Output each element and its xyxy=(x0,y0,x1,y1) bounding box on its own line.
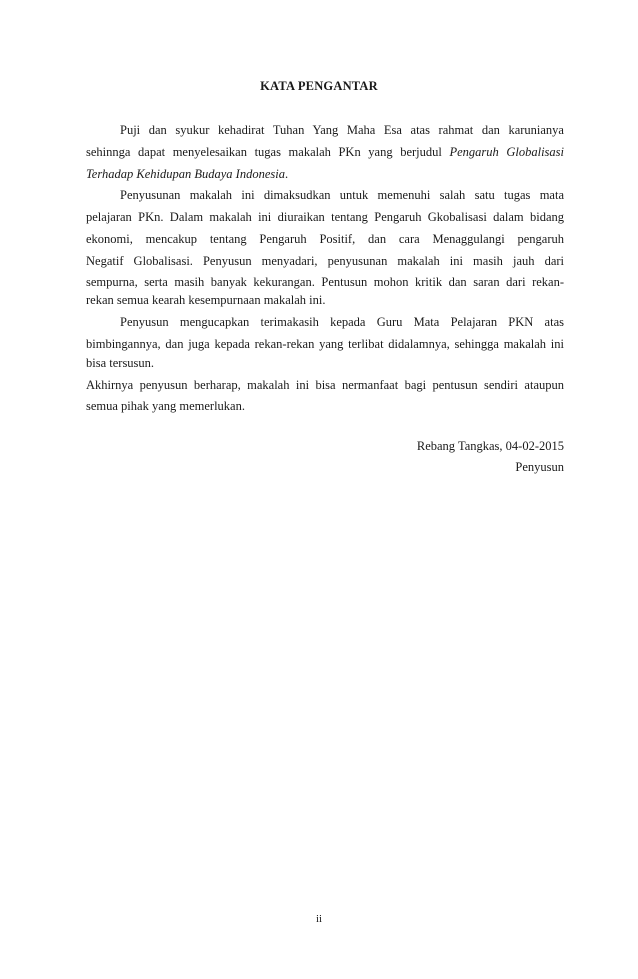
paragraph-line xyxy=(86,144,564,160)
paragraph-line: Penyusun mengucapkan terimakasih kepada Guru Mata Pelajaran PKN atas xyxy=(120,315,564,329)
paragraph-line: Negatif Globalisasi. Penyusun menyadari, penyusunan makalah ini masih jauh dari xyxy=(86,254,564,268)
paragraph-line: Puji dan syukur kehadirat Tuhan Yang Maha Esa atas rahmat dan karunianya xyxy=(120,123,564,137)
paragraph-line: sempurna, serta masih banyak kekurangan. Pentusun mohon kritik dan saran dari rekan- xyxy=(86,275,564,289)
paragraph-line xyxy=(86,166,564,182)
paragraph-line: bimbingannya, dan juga kepada rekan-rekan yang terlibat didalamnya, sehingga makalah ini xyxy=(86,337,564,351)
text-span: . xyxy=(284,167,289,181)
paragraph-line: Penyusunan makalah ini dimaksudkan untuk memenuhi salah satu tugas mata xyxy=(120,188,564,202)
paragraph-line: rekan semua kearah kesempurnaan makalah ini. xyxy=(86,293,326,307)
italic-title-span: Terhadap Kehidupan Budaya Indonesia xyxy=(86,167,285,181)
page-title: KATA PENGANTAR xyxy=(260,79,378,93)
page-number: ii xyxy=(315,913,323,925)
place-date: Rebang Tangkas, 04-02-2015 xyxy=(416,439,564,453)
paragraph-line: bisa tersusun. xyxy=(86,356,155,370)
paragraph-line: semua pihak yang memerlukan. xyxy=(86,399,245,413)
author-signature: Penyusun xyxy=(515,460,564,474)
paragraph-line: pelajaran PKn. Dalam makalah ini diuraikan tentang Pengaruh Gkobalisasi dalam bidang xyxy=(86,210,564,224)
italic-title-span: Pengaruh Globalisasi xyxy=(449,145,564,159)
paragraph-line: ekonomi, mencakup tentang Pengaruh Positif, dan cara Menaggulangi pengaruh xyxy=(86,232,564,246)
paragraph-line: Akhirnya penyusun berharap, makalah ini bisa nermanfaat bagi pentusun sendiri ataupun xyxy=(86,378,564,392)
text-span: sehinnga dapat menyelesaikan tugas makalah PKn yang berjudul xyxy=(86,145,450,159)
